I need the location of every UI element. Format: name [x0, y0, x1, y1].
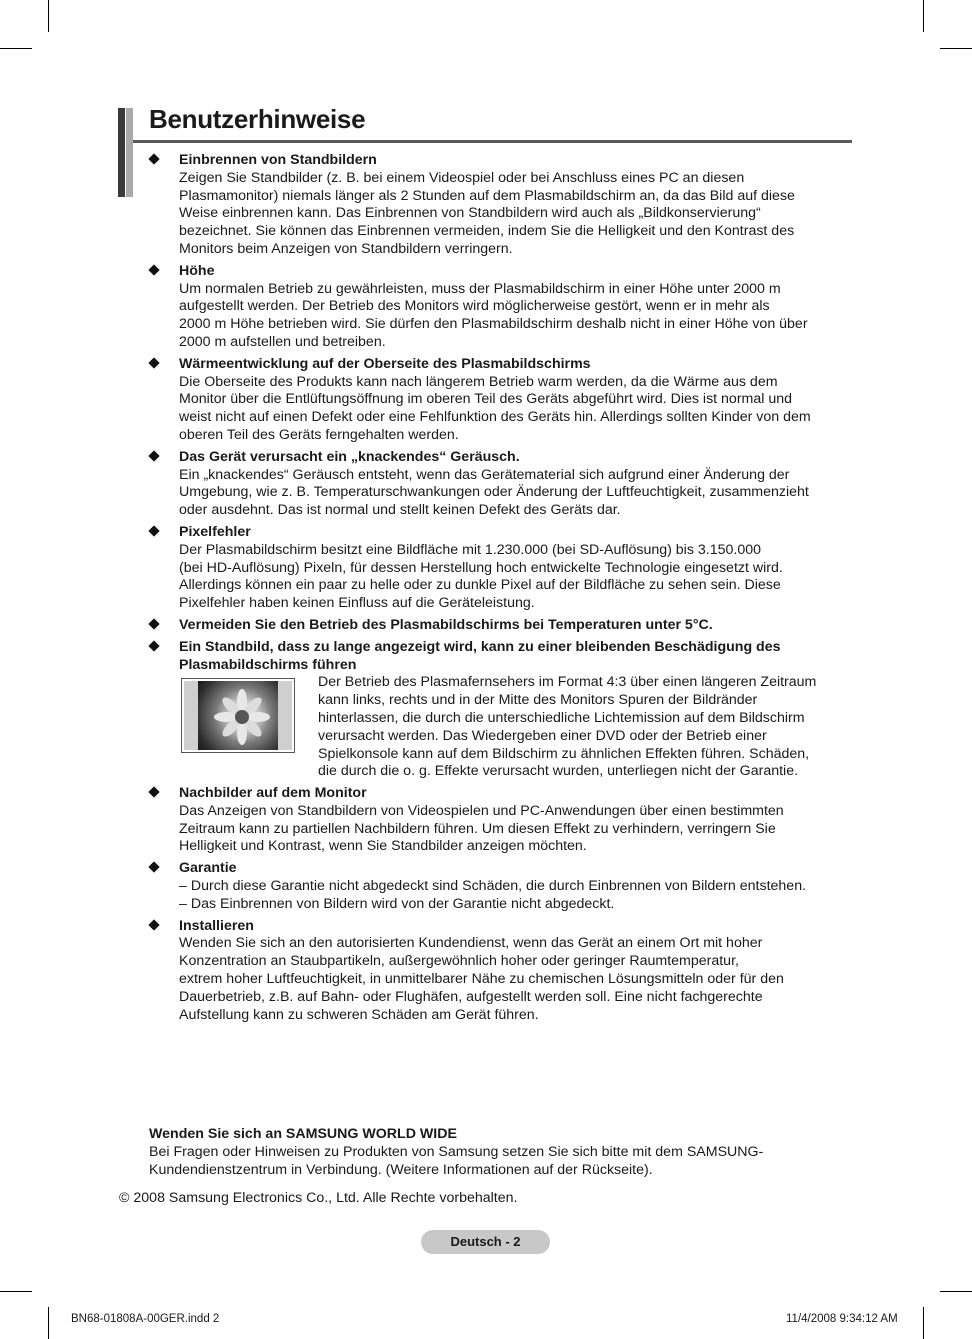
- section-line: Weise einbrennen kann. Das Einbrennen von Standbildern wird auch als „Bildkonservierung“: [179, 205, 761, 222]
- diamond-bullet-icon: [148, 525, 159, 536]
- section-line: Die Oberseite des Produkts kann nach längerem Betrieb warm werden, da die Wärme aus dem: [179, 373, 778, 390]
- section: [147, 152, 857, 259]
- diamond-bullet-icon: [148, 919, 159, 930]
- section-line: Allerdings können ein paar zu helle oder zu dunkle Pixel auf der Bildfläche zu sehen sein. Diese: [179, 577, 781, 594]
- section-line: bezeichnet. Sie können das Einbrennen vermeiden, indem Sie die Helligkeit und den Kontrast des: [179, 223, 795, 240]
- footer-timestamp: 11/4/2008 9:34:12 AM: [786, 1313, 898, 1325]
- section: [147, 918, 857, 1025]
- section-line: – Durch diese Garantie nicht abgedeckt sind Schäden, die durch Einbrennen von Bildern entstehen.: [179, 878, 807, 895]
- crop-mark: [0, 1291, 32, 1292]
- section: [147, 617, 857, 635]
- page-number-badge: Deutsch - 2: [421, 1230, 550, 1254]
- section-body: [179, 803, 857, 856]
- copyright: © 2008 Samsung Electronics Co., Ltd. Alle Rechte vorbehalten.: [119, 1190, 518, 1206]
- footer-file-name: BN68-01808A-00GER.indd 2: [71, 1313, 220, 1325]
- section-body: [179, 935, 857, 1024]
- section-line: extrem hoher Luftfeuchtigkeit, in unmittelbarer Nähe zu chemischen Lösungsmitteln oder für den: [179, 971, 784, 988]
- section-line: Monitors beim Anzeigen von Standbildern verringern.: [179, 240, 513, 257]
- section-body: [179, 374, 857, 445]
- section-heading: Das Gerät verursacht ein „knackendes“ Geräusch.: [179, 448, 520, 465]
- section-line: Monitor über die Entlüftungsöffnung im oberen Teil des Geräts abgeführt wird. Dies ist normal und: [179, 391, 793, 408]
- section-body: [179, 281, 857, 352]
- crop-mark: [48, 0, 49, 32]
- section-line: Dauerbetrieb, z.B. auf Bahn- oder Flughäfen, aufgestellt werden soll. Eine nicht fachgerechte: [179, 988, 763, 1005]
- crop-mark: [0, 48, 32, 49]
- section-line: Ein „knackendes“ Geräusch entsteht, wenn das Gerätematerial sich aufgrund einer Änderung der: [179, 466, 790, 483]
- contact-heading: Wenden Sie sich an SAMSUNG WORLD WIDE: [149, 1126, 457, 1142]
- section-heading: Einbrennen von Standbildern: [179, 152, 377, 168]
- flower-image: [184, 681, 292, 750]
- section-heading: Höhe: [179, 262, 215, 279]
- section: [147, 263, 857, 352]
- contact-block: [149, 1126, 763, 1179]
- burn-in-illustration: [181, 678, 295, 753]
- section-body: [179, 542, 857, 613]
- image-row: [179, 674, 857, 781]
- section-line: Der Plasmabildschirm besitzt eine Bildfläche mit 1.230.000 (bei SD-Auflösung) bis 3.150.000: [179, 541, 761, 558]
- title-rule: [133, 140, 852, 143]
- section-line: Umgebung, wie z. B. Temperaturschwankungen oder Änderung der Luftfeuchtigkeit, zusammenzieht: [179, 484, 809, 501]
- section-line: Plasmamonitor) niemals länger als 2 Stunden auf dem Plasmabildschirm an, da das Bild auf diese: [179, 187, 795, 204]
- section-line: oberen Teil des Geräts ferngehalten werden.: [179, 426, 459, 443]
- section-line: Zeitraum kann zu partiellen Nachbildern führen. Um diesen Effekt zu verhindern, verringern Sie: [179, 820, 776, 837]
- diamond-bullet-icon: [148, 862, 159, 873]
- section-heading: Wärmeentwicklung auf der Oberseite des Plasmabildschirms: [179, 355, 591, 372]
- crop-mark: [940, 48, 972, 49]
- section-line: aufgestellt werden. Der Betrieb des Monitors wird möglicherweise gestört, wenn er in mehr als: [179, 298, 770, 315]
- crop-mark: [48, 1307, 49, 1339]
- section-heading: Ein Standbild, dass zu lange angezeigt wird, kann zu einer bleibenden Beschädigung des Plasmabildschirms führen: [179, 638, 781, 673]
- section-line: 2000 m aufstellen und betreiben.: [179, 333, 386, 350]
- section-line: weist nicht auf einen Defekt oder eine Fehlfunktion des Geräts hin. Allerdings sollten Kinder von dem: [179, 409, 811, 426]
- section-heading: Garantie: [179, 860, 237, 877]
- flower-icon: [184, 681, 292, 750]
- section-line: 2000 m Höhe betrieben wird. Sie dürfen den Plasmabildschirm deshalb nicht in einer Höhe von über: [179, 316, 808, 333]
- section-group: [147, 785, 857, 1024]
- section-line: Konzentration an Staubpartikeln, außergewöhnlich hoher oder geringer Raumtemperatur,: [179, 953, 739, 970]
- section-line: Aufstellung kann zu schweren Schäden am Gerät führen.: [179, 1006, 539, 1023]
- section-body: [179, 170, 857, 259]
- section: [147, 356, 857, 445]
- crop-mark: [923, 0, 924, 32]
- section-body: [179, 467, 857, 520]
- section: [147, 524, 857, 613]
- section-body: [179, 878, 857, 914]
- section-heading: Installieren: [179, 917, 254, 934]
- diamond-bullet-icon: [148, 786, 159, 797]
- section-line: oder ausdehnt. Das ist normal und stellt keinen Defekt des Geräts dar.: [179, 502, 621, 519]
- title-accent-bar-light: [126, 108, 133, 197]
- section-heading: Pixelfehler: [179, 523, 251, 540]
- section-line: Um normalen Betrieb zu gewährleisten, muss der Plasmabildschirm in einer Höhe unter 2000 m: [179, 280, 781, 297]
- page-title: Benutzerhinweise: [149, 104, 366, 134]
- diamond-bullet-icon: [148, 640, 159, 651]
- section-line: Zeigen Sie Standbilder (z. B. bei einem Videospiel oder bei Anschluss eines PC an diesen: [179, 169, 745, 186]
- section-still-image: [147, 639, 857, 781]
- contact-body: Bei Fragen oder Hinweisen zu Produkten von Samsung setzen Sie sich bitte mit dem SAMSUNG- Kundendienstzentrum in Verbindung. (Weitere Informationen auf der Rückseite).: [149, 1143, 764, 1178]
- diamond-bullet-icon: [148, 153, 159, 164]
- section-line: (bei HD-Auflösung) Pixeln, für dessen Herstellung hoch entwickelte Technologie eingesetzt wird.: [179, 559, 783, 576]
- diamond-bullet-icon: [148, 264, 159, 275]
- section-body: Der Betrieb des Plasmafernsehers im Format 4:3 über einen längeren Zeitraum kann links, rechts und in der Mitte des Monitors Spuren der Bildränder hinterlassen, die durch die unterschiedliche Lichtemission auf dem Bildschirm verursacht werden. Das Wiedergeben einer DVD oder der Betrieb einer Spielkonsole kann auf dem Bildschirm zu ähnlichen Effekten führen. Schäden, die durch die o. g. Effekte verursacht wurden, unterliegen nicht der Garantie.: [318, 674, 817, 780]
- diamond-bullet-icon: [148, 450, 159, 461]
- section-group: [147, 152, 857, 635]
- section-line: – Das Einbrennen von Bildern wird von der Garantie nicht abgedeckt.: [179, 895, 615, 912]
- section: [147, 785, 857, 856]
- section-line: Wenden Sie sich an den autorisierten Kundendienst, wenn das Gerät an einem Ort mit hoher: [179, 935, 763, 952]
- diamond-bullet-icon: [148, 618, 159, 629]
- diamond-bullet-icon: [148, 357, 159, 368]
- content: [147, 152, 857, 1028]
- crop-mark: [923, 1307, 924, 1339]
- title-accent-bar: [118, 108, 125, 197]
- section: [147, 449, 857, 520]
- section-line: Pixelfehler haben keinen Einfluss auf die Geräteleistung.: [179, 595, 535, 612]
- section-heading: Nachbilder auf dem Monitor: [179, 785, 367, 802]
- section-heading: Vermeiden Sie den Betrieb des Plasmabildschirms bei Temperaturen unter 5°C.: [179, 616, 713, 633]
- section-line: Helligkeit und Kontrast, wenn Sie Standbilder anzeigen möchten.: [179, 838, 587, 855]
- section-line: Das Anzeigen von Standbildern von Videospielen und PC-Anwendungen über einen bestimmten: [179, 802, 784, 819]
- section: [147, 860, 857, 913]
- crop-mark: [940, 1291, 972, 1292]
